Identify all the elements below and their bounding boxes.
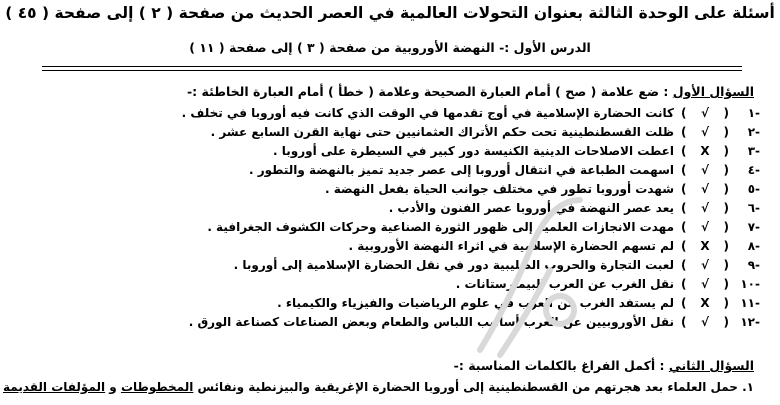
answer-mark: √ bbox=[700, 219, 709, 234]
item-number: -٢ bbox=[747, 124, 760, 139]
item-number: -١٢ bbox=[740, 314, 760, 329]
fill-answer-2: المؤلفات القديمة bbox=[3, 380, 106, 394]
question1-header bbox=[187, 84, 754, 99]
true-false-item bbox=[20, 103, 760, 122]
fill-answer-1: المخطوطات bbox=[120, 380, 194, 394]
true-false-item bbox=[20, 217, 760, 236]
question2-header bbox=[454, 358, 754, 373]
true-false-item bbox=[20, 160, 760, 179]
answer-mark: √ bbox=[700, 181, 709, 196]
answer-box: ( X ) bbox=[681, 295, 729, 310]
item-text: لم يستفد الغرب من العرب في علوم الرياضيات والفيزياء والكيمياء . bbox=[277, 295, 674, 310]
item-text: لعبت التجارة والحروب الصليبية دور في نقل الحضارة الإسلامية إلى أوروبا . bbox=[233, 257, 674, 272]
answer-mark: X bbox=[700, 238, 710, 253]
item-number: -٤ bbox=[747, 162, 760, 177]
answer-mark: √ bbox=[700, 105, 709, 120]
true-false-item bbox=[20, 312, 760, 331]
answer-box: ( √ ) bbox=[681, 200, 729, 215]
answer-mark: √ bbox=[700, 276, 709, 291]
true-false-item bbox=[20, 141, 760, 160]
item-text: لم تسهم الحضارة الإسلامية في اثراء النهضة الأوروبية . bbox=[348, 238, 674, 253]
answer-box: ( X ) bbox=[681, 238, 729, 253]
item-number: -٨ bbox=[747, 238, 760, 253]
item-number: -١١ bbox=[740, 295, 760, 310]
fill-line-joiner: و bbox=[109, 380, 117, 394]
answer-mark: √ bbox=[700, 162, 709, 177]
true-false-item bbox=[20, 255, 760, 274]
item-number: -٩ bbox=[747, 257, 760, 272]
question1-label: السؤال الأول bbox=[672, 84, 754, 99]
question1-instruction: : ضع علامة ( صح ) أمام العبارة الصحيحة وعلامة ( خطأ ) أمام العبارة الخاطئة :- bbox=[186, 84, 669, 99]
true-false-item bbox=[20, 293, 760, 312]
true-false-item bbox=[20, 179, 760, 198]
answer-box: ( √ ) bbox=[681, 162, 729, 177]
fill-blank-line-1 bbox=[3, 380, 754, 394]
answer-mark: √ bbox=[700, 200, 709, 215]
answer-box: ( √ ) bbox=[681, 181, 729, 196]
item-text: يعد عصر النهضة في أوروبا عصر الفنون والأدب . bbox=[388, 200, 674, 215]
answer-mark: X bbox=[700, 143, 710, 158]
item-number: -٦ bbox=[747, 200, 760, 215]
question2-instruction: : أكمل الفراغ بالكلمات المناسبة :- bbox=[453, 358, 665, 373]
answer-box: ( √ ) bbox=[681, 257, 729, 272]
answer-box: ( √ ) bbox=[681, 124, 729, 139]
item-text: كانت الحضارة الإسلامية في أوج تقدمها في الوقت الذي كانت فيه أوروبا في تخلف . bbox=[181, 105, 674, 120]
answer-mark: √ bbox=[700, 124, 709, 139]
true-false-item bbox=[20, 198, 760, 217]
lesson-heading: الدرس الأول :- النهضة الأوروبية من صفحة ( ٣ ) إلى صفحة ( ١١ ) bbox=[189, 40, 591, 55]
true-false-item bbox=[20, 236, 760, 255]
answer-box: ( √ ) bbox=[681, 314, 729, 329]
question2-label: السؤال الثاني bbox=[668, 358, 754, 373]
true-false-list bbox=[20, 103, 760, 331]
answer-mark: √ bbox=[700, 314, 709, 329]
item-text: مهدت الانجازات العلمية إلى ظهور الثورة الصناعية وحركات الكشوف الجغرافية . bbox=[207, 219, 674, 234]
answer-box: ( X ) bbox=[681, 143, 729, 158]
item-text: شهدت أوروبا تطور في مختلف جوانب الحياة بفعل النهضة . bbox=[324, 181, 674, 196]
answer-box: ( √ ) bbox=[681, 276, 729, 291]
answer-box: ( √ ) bbox=[681, 105, 729, 120]
item-number: -٥ bbox=[747, 181, 760, 196]
answer-mark: X bbox=[700, 295, 710, 310]
item-text: اعطت الاصلاحات الدينية الكنيسة دور كبير في السيطرة على أوروبا . bbox=[273, 143, 674, 158]
item-text: نقل الغرب عن العرب البيمارستانات . bbox=[455, 276, 674, 291]
page-title: أسئلة على الوحدة الثالثة بعنوان التحولات العالمية في العصر الحديث من صفحة ( ٢ ) إلى صفحة ( ٤٥ ) bbox=[5, 4, 775, 22]
fill-line-text: ١. حمل العلماء بعد هجرتهم من القسطنطينية إلى أوروبا الحضارة الإغريقية والبيزنطية ونفائس bbox=[197, 380, 754, 394]
true-false-item bbox=[20, 122, 760, 141]
item-number: -١ bbox=[747, 105, 760, 120]
item-number: -٣ bbox=[747, 143, 760, 158]
item-text: نقل الأوروبيين عن العرب أساليب اللباس والطعام وبعض الصناعات كصناعة الورق . bbox=[188, 314, 674, 329]
answer-box: ( √ ) bbox=[681, 219, 729, 234]
true-false-item bbox=[20, 274, 760, 293]
item-text: اسهمت الطباعة في انتقال أوروبا إلى عصر جديد تميز بالنهضة والتطور . bbox=[248, 162, 674, 177]
item-number: -١٠ bbox=[740, 276, 760, 291]
item-text: ظلت القسطنطينية تحت حكم الأتراك العثمانيين حتى نهاية القرن السابع عشر . bbox=[210, 124, 674, 139]
double-rule-divider bbox=[42, 66, 742, 74]
answer-mark: √ bbox=[700, 257, 709, 272]
item-number: -٧ bbox=[747, 219, 760, 234]
